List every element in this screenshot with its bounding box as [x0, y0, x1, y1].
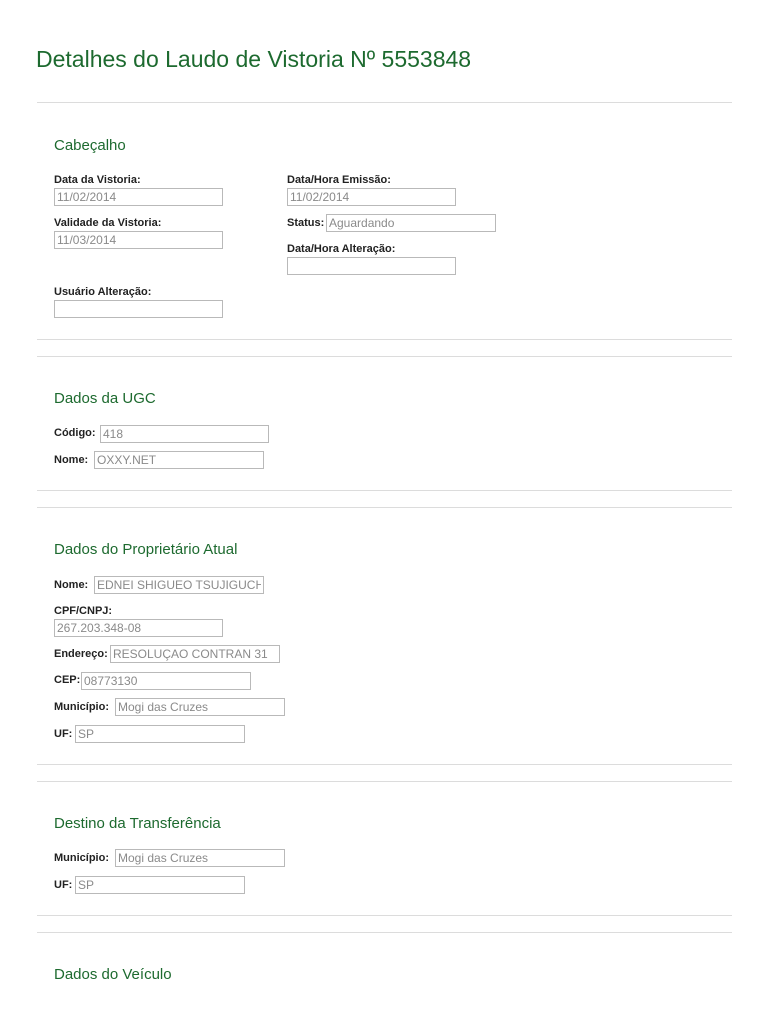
divider: [37, 932, 732, 933]
status-field[interactable]: [326, 214, 496, 232]
divider: [37, 915, 732, 916]
divider: [37, 339, 732, 340]
divider: [37, 764, 732, 765]
proprietario-cpf-label: CPF/CNPJ:: [54, 605, 113, 617]
proprietario-nome-field[interactable]: [94, 576, 264, 594]
page-title: Detalhes do Laudo de Vistoria Nº 5553848: [36, 46, 472, 72]
proprietario-uf-label: UF:: [54, 728, 73, 740]
divider: [37, 490, 732, 491]
data-alteracao-label: Data/Hora Alteração:: [287, 243, 396, 255]
data-vistoria-label: Data da Vistoria:: [54, 174, 141, 186]
divider: [37, 102, 732, 103]
divider: [37, 781, 732, 782]
ugc-nome-field[interactable]: [94, 451, 264, 469]
section-title-cabecalho: Cabeçalho: [54, 137, 126, 154]
section-title-destino: Destino da Transferência: [54, 815, 221, 832]
proprietario-cpf-field[interactable]: [54, 619, 223, 637]
section-title-proprietario: Dados do Proprietário Atual: [54, 541, 238, 558]
validade-vistoria-field[interactable]: [54, 231, 223, 249]
ugc-codigo-label: Código:: [54, 427, 96, 439]
usuario-alteracao-label: Usuário Alteração:: [54, 286, 152, 298]
status-label: Status:: [287, 217, 325, 229]
proprietario-cep-label: CEP:: [54, 674, 81, 686]
data-alteracao-field[interactable]: [287, 257, 456, 275]
validade-vistoria-label: Validade da Vistoria:: [54, 217, 162, 229]
section-title-ugc: Dados da UGC: [54, 390, 156, 407]
proprietario-cep-field[interactable]: [81, 672, 251, 690]
section-title-veiculo: Dados do Veículo: [54, 966, 172, 983]
proprietario-endereco-label: Endereço:: [54, 648, 108, 660]
destino-uf-field[interactable]: [75, 876, 245, 894]
proprietario-municipio-field[interactable]: [115, 698, 285, 716]
divider: [37, 507, 732, 508]
data-vistoria-field[interactable]: [54, 188, 223, 206]
proprietario-uf-field[interactable]: [75, 725, 245, 743]
destino-uf-label: UF:: [54, 879, 73, 891]
proprietario-endereco-field[interactable]: [110, 645, 280, 663]
destino-municipio-field[interactable]: [115, 849, 285, 867]
ugc-nome-label: Nome:: [54, 454, 89, 466]
ugc-codigo-field[interactable]: [100, 425, 269, 443]
data-emissao-field[interactable]: [287, 188, 456, 206]
proprietario-nome-label: Nome:: [54, 579, 89, 591]
divider: [37, 356, 732, 357]
proprietario-municipio-label: Município:: [54, 701, 109, 713]
usuario-alteracao-field[interactable]: [54, 300, 223, 318]
data-emissao-label: Data/Hora Emissão:: [287, 174, 391, 186]
destino-municipio-label: Município:: [54, 852, 109, 864]
